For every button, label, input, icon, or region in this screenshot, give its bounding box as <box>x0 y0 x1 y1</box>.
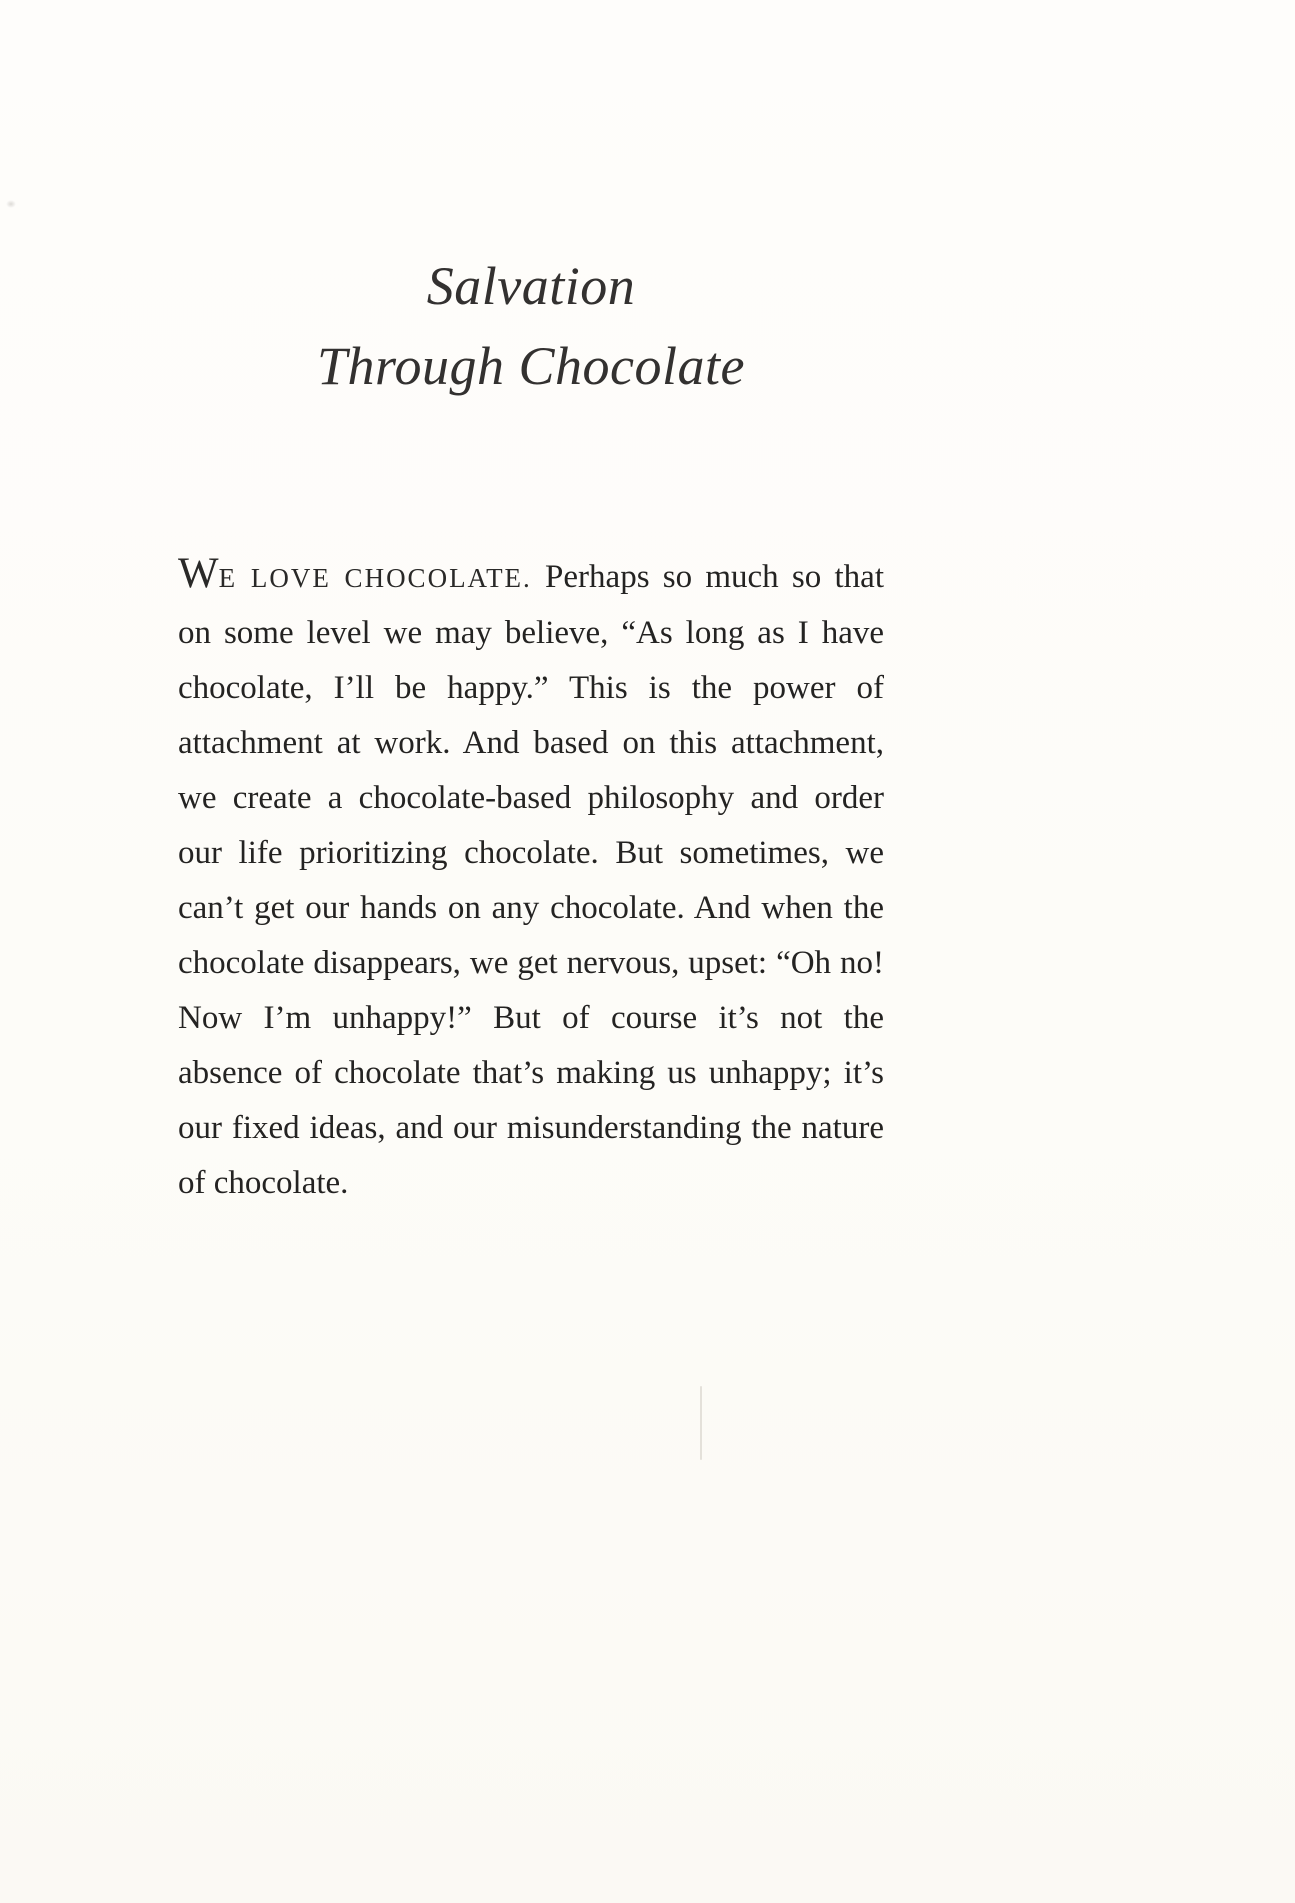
scan-artifact-line <box>700 1386 702 1460</box>
chapter-title-line-1: Salvation <box>426 256 636 316</box>
chapter-title-line-2: Through Chocolate <box>316 336 745 396</box>
scan-artifact <box>6 200 16 208</box>
lead-small-caps: E LOVE CHOCOLATE. <box>218 563 532 593</box>
lead-initial-cap: W <box>178 550 219 597</box>
body-paragraph <box>178 546 884 1211</box>
page-content <box>178 0 884 1211</box>
paragraph-text: Perhaps so much so that on some level we may believe, “As long as I have chocolate, I’ll be happy.” This is the power of attachment at work. And based on this attachment, we create a chocolate-based philosophy and order our life prioritizing chocolate. But sometimes, we can’t get our hands on any chocolate. And when the chocolate disappears, we get nervous, upset: “Oh no! Now I’m unhappy!” But of course it’s not the absence of chocolate that’s making us unhappy; it’s our fixed ideas, and our misunderstanding the nature of chocolate. <box>178 559 884 1201</box>
chapter-title <box>178 246 884 406</box>
